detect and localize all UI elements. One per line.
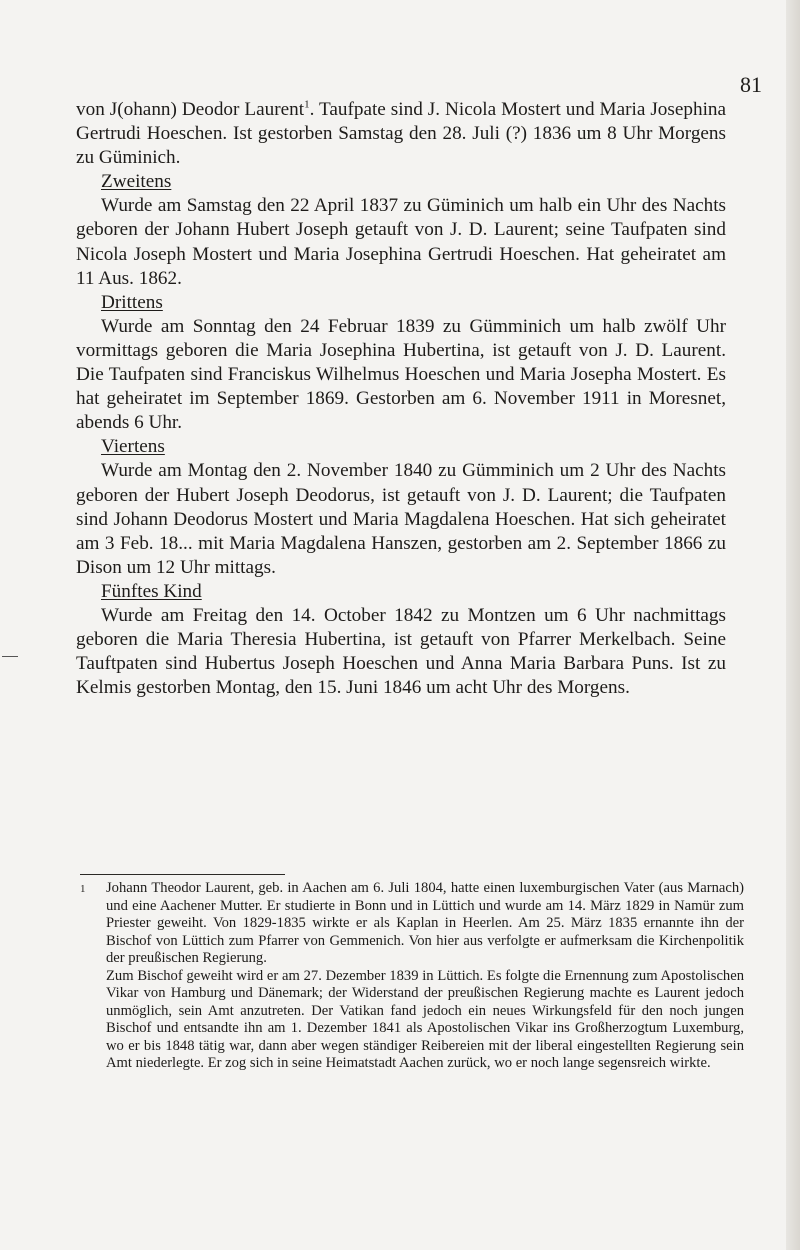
- footnote-paragraph: Johann Theodor Laurent, geb. in Aachen am 6. Juli 1804, hatte einen luxemburgischen Vater (aus Marnach) und eine Aachener Mutter. Er studierte in Bonn und in Lüttich und wurde am 14. März 1829 in Namür zum Priester geweiht. Von 1829-1835 wirkte er als Kaplan in Heerlen. Am 25. März 1835 ernannte ihn der Bischof von Lüttich zum Pfarrer von Gemmenich. Von hier aus verfolgte er aufmerksam die Kirchenpolitik der preußischen Regierung.: [106, 880, 744, 966]
- section-text-viertens: [76, 459, 726, 579]
- margin-mark: [2, 656, 18, 657]
- page-edge: [786, 0, 800, 1250]
- section-text-drittens-content: Wurde am Sonntag den 24 Februar 1839 zu Gümminich um halb zwölf Uhr vormittags geboren die Maria Josephina Hubertina, ist getauft von J. D. Laurent. Die Taufpaten sind Franciskus Wilhelmus Hoeschen und Maria Josepha Mostert. Es hat geheiratet im September 1869. Gestorben am 6. November 1911 in Moresnet, abends 6 Uhr.: [76, 315, 726, 434]
- section-heading-zweitens: Zweitens: [101, 171, 172, 193]
- section-heading-drittens: Drittens: [101, 291, 163, 313]
- section-heading-viertens: Viertens: [101, 436, 165, 458]
- intro-text-b: . Taufpate sind J. Nicola Mostert und Maria Josephina Gertrudi Hoeschen. Ist gestorben Samstag den 28. Juli (?) 1836 um 8 Uhr Morgens zu Güminich.: [76, 99, 727, 169]
- footnote-rule: [80, 874, 285, 875]
- main-text: [76, 98, 726, 700]
- footnote: [80, 880, 744, 1073]
- section-text-zweitens: [76, 194, 726, 290]
- section-text-viertens-content: Wurde am Montag den 2. November 1840 zu Gümminich um 2 Uhr des Nachts geboren der Hubert Joseph Deodorus, ist getauft von J. D. Laurent; die Taufpaten sind Johann Deodorus Mostert und Maria Magdalena Hoeschen. Hat sich geheiratet am 3 Feb. 18... mit Maria Magdalena Hanszen, gestorben am 2. September 1866 zu Dison um 12 Uhr mittags.: [76, 460, 726, 578]
- section-text-zweitens-content: Wurde am Samstag den 22 April 1837 zu Güminich um halb ein Uhr des Nachts geboren der Johann Hubert Joseph getauft von J. D. Laurent; seine Taufpaten sind Nicola Joseph Mostert und Maria Josephina Gertrudi Hoeschen. Hat geheiratet am 11 Aus. 1862.: [76, 195, 726, 289]
- footnote-paragraph: Zum Bischof geweiht wird er am 27. Dezember 1839 in Lüttich. Es folgte die Ernennung zum Apostolischen Vikar von Hamburg und Dänemark; der Widerstand der preußischen Regierung machte es Laurent jedoch unmöglich, sein Amt anzutreten. Der Vatikan fand jedoch ein neues Wirkungsfeld für den noch jungen Bischof und entsandte ihn am 1. Dezember 1841 als Apostolischen Vikar ins Großherzogtum Luxemburg, wo er bis 1848 tätig war, dann aber wegen ständiger Reibereien mit der liberal eingestellten Regierung sein Amt niederlegte. Er zog sich in seine Heimatstadt Aachen zurück, wo er noch lange segensreich wirkte.: [106, 967, 744, 1071]
- footnote-mark: 1: [80, 883, 86, 895]
- section-heading-fuenftes-kind: Fünftes Kind: [101, 580, 202, 602]
- section-text-fuenftes-kind-content: Wurde am Freitag den 14. October 1842 zu Montzen um 6 Uhr nachmittags geboren die Maria Theresia Hubertina, ist getauft von Pfarrer Merkelbach. Seine Tauftpaten sind Hubertus Joseph Hoeschen und Anna Maria Barbara Puns. Ist zu Kelmis gestorben Montag, den 15. Juni 1846 um acht Uhr des Morgens.: [76, 604, 726, 699]
- section-text-drittens: [76, 315, 726, 435]
- section-text-fuenftes-kind: [76, 604, 726, 700]
- intro-paragraph: [76, 98, 726, 170]
- footnote-ref[interactable]: 1: [304, 98, 310, 111]
- intro-text-a: von J(ohann) Deodor Laurent: [76, 99, 305, 120]
- page-number: 81: [740, 72, 762, 97]
